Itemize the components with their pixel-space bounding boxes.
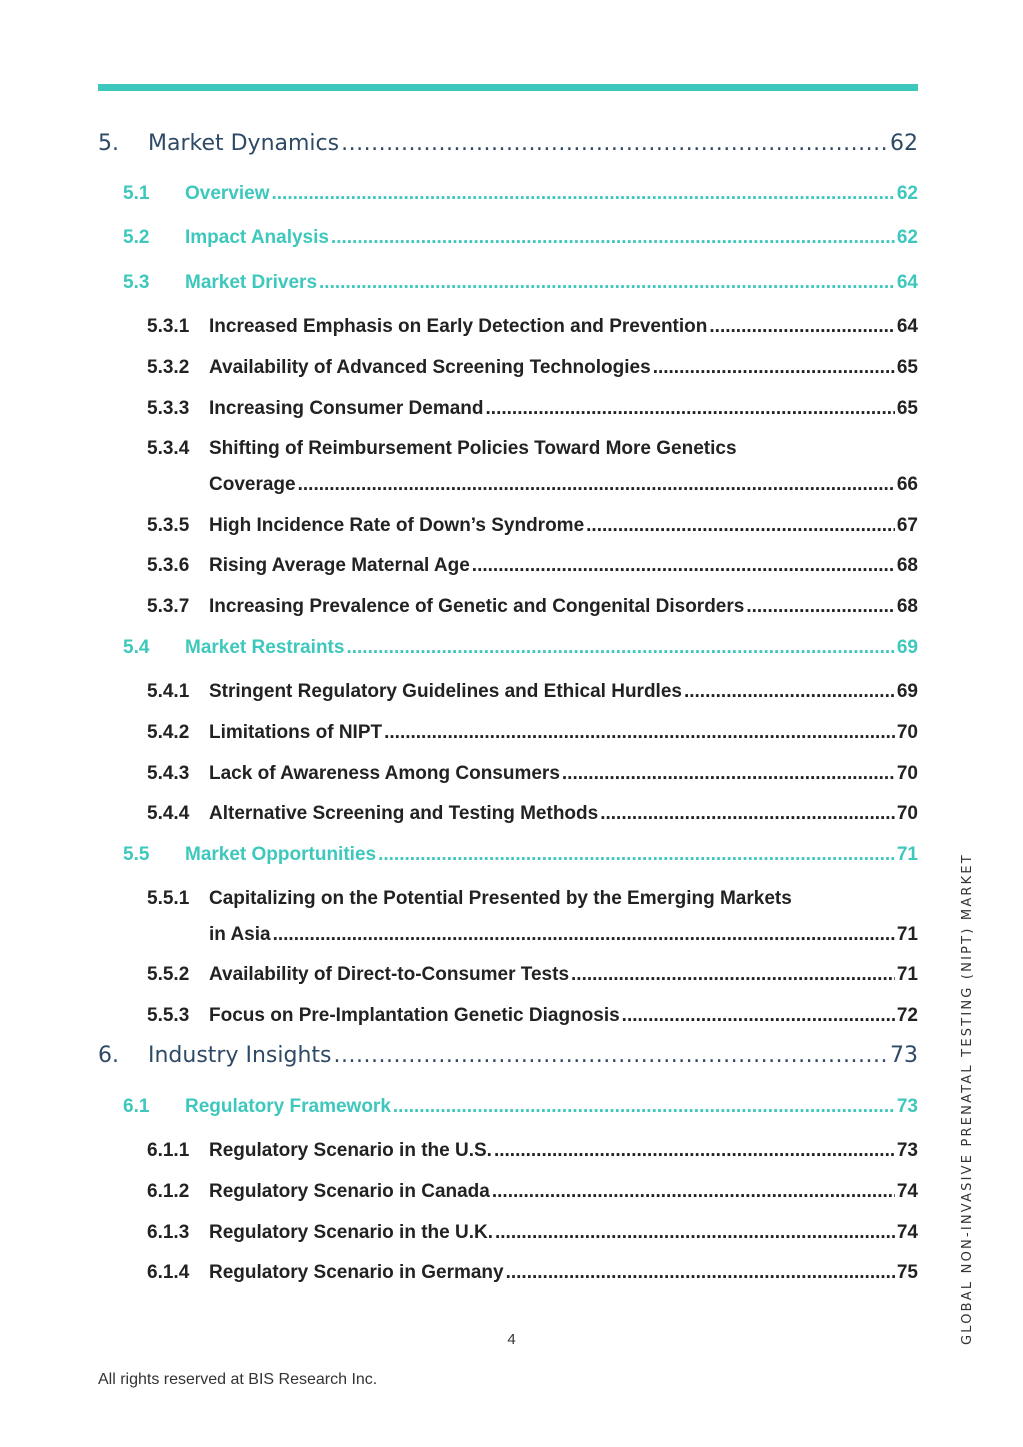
toc-entry-5-4-2[interactable] xyxy=(147,722,918,744)
toc-title: Increased Emphasis on Early Detection and Prevention xyxy=(209,316,708,337)
dot-leader xyxy=(393,1096,895,1118)
toc-title: Increasing Consumer Demand xyxy=(209,398,484,419)
toc-number: 6. xyxy=(98,1043,119,1068)
toc-title: Regulatory Scenario in the U.S. xyxy=(209,1140,492,1161)
toc-title-continued: Coverage xyxy=(209,474,296,495)
toc-page: 62 xyxy=(890,131,918,156)
toc-entry-6-1-3[interactable] xyxy=(147,1222,918,1244)
copyright-footer: All rights reserved at BIS Research Inc. xyxy=(98,1371,378,1388)
toc-number: 6.1.3 xyxy=(147,1222,190,1243)
toc-title: Focus on Pre-Implantation Genetic Diagnosis xyxy=(209,1005,620,1026)
toc-title: Capitalizing on the Potential Presented by the Emerging Markets xyxy=(209,888,792,909)
toc-number: 5.3.4 xyxy=(147,438,190,459)
toc-title: Regulatory Scenario in Germany xyxy=(209,1262,504,1283)
toc-title: Regulatory Scenario in the U.K. xyxy=(209,1222,493,1243)
toc-entry-6-1[interactable] xyxy=(123,1096,918,1118)
toc-entry-5-3-7[interactable] xyxy=(147,596,918,618)
toc-number: 6.1.4 xyxy=(147,1262,190,1283)
dot-leader xyxy=(600,803,895,825)
toc-number: 5.3.7 xyxy=(147,596,190,617)
toc-title: Impact Analysis xyxy=(185,227,329,248)
dot-leader xyxy=(273,924,895,946)
toc-number: 5.3.5 xyxy=(147,515,190,536)
toc-title: Availability of Advanced Screening Technologies xyxy=(209,357,651,378)
dot-leader xyxy=(709,316,894,338)
toc-page: 71 xyxy=(896,924,918,945)
toc-number: 5.3.2 xyxy=(147,357,190,378)
dot-leader xyxy=(341,131,888,156)
toc-entry-5-4-1[interactable] xyxy=(147,681,918,703)
dot-leader xyxy=(494,1140,895,1162)
toc-title: Alternative Screening and Testing Methods xyxy=(209,803,599,824)
toc-entry-5-3-1[interactable] xyxy=(147,316,918,338)
toc-number: 5.4.3 xyxy=(147,763,190,784)
toc-title: Limitations of NIPT xyxy=(209,722,383,743)
toc-number: 5.5.3 xyxy=(147,1005,190,1026)
dot-leader xyxy=(298,474,895,496)
toc-entry-5-3-4[interactable] xyxy=(147,438,737,460)
dot-leader xyxy=(319,272,895,294)
toc-page: 75 xyxy=(896,1262,918,1283)
toc-entry-5-3-2[interactable] xyxy=(147,357,918,379)
toc-entry-5-3-6[interactable] xyxy=(147,555,918,577)
toc-title: High Incidence Rate of Down’s Syndrome xyxy=(209,515,585,536)
toc-page: 74 xyxy=(896,1222,918,1243)
dot-leader xyxy=(653,357,895,379)
dot-leader xyxy=(586,515,895,537)
toc-page: 65 xyxy=(896,398,918,419)
toc-entry-5-4-3[interactable] xyxy=(147,763,918,785)
toc-entry-5-3-4-continued[interactable] xyxy=(209,474,918,496)
toc-page: 72 xyxy=(896,1005,918,1026)
dot-leader xyxy=(495,1222,895,1244)
toc-page: 69 xyxy=(896,681,918,702)
toc-title-continued: in Asia xyxy=(209,924,271,945)
toc-entry-5-5-3[interactable] xyxy=(147,1005,918,1027)
toc-title: Increasing Prevalence of Genetic and Congenital Disorders xyxy=(209,596,745,617)
toc-number: 5.5 xyxy=(123,844,150,865)
toc-number: 5.2 xyxy=(123,227,150,248)
toc-title: Stringent Regulatory Guidelines and Ethical Hurdles xyxy=(209,681,682,702)
toc-page: 73 xyxy=(896,1140,918,1161)
toc-page: 67 xyxy=(896,515,918,536)
dot-leader xyxy=(346,637,894,659)
toc-title: Regulatory Scenario in Canada xyxy=(209,1181,490,1202)
toc-page: 64 xyxy=(896,272,918,293)
toc-entry-5-5-1-continued[interactable] xyxy=(209,924,918,946)
toc-number: 5.5.1 xyxy=(147,888,190,909)
toc-number: 5.3.3 xyxy=(147,398,190,419)
dot-leader xyxy=(622,1005,895,1027)
toc-entry-6-1-1[interactable] xyxy=(147,1140,918,1162)
toc-title: Market Opportunities xyxy=(185,844,377,865)
dot-leader xyxy=(562,763,895,785)
toc-page: 69 xyxy=(896,637,918,658)
toc-page: 70 xyxy=(896,763,918,784)
toc-number: 5.3 xyxy=(123,272,150,293)
toc-title: Industry Insights xyxy=(148,1043,332,1068)
toc-number: 5.3.1 xyxy=(147,316,190,337)
toc-entry-5-3[interactable] xyxy=(123,272,918,294)
toc-page: 66 xyxy=(896,474,918,495)
toc-page: 70 xyxy=(896,722,918,743)
toc-page: 73 xyxy=(890,1043,918,1068)
toc-title: Market Drivers xyxy=(185,272,318,293)
toc-page: 62 xyxy=(896,227,918,248)
toc-number: 5.4.1 xyxy=(147,681,190,702)
toc-entry-5[interactable] xyxy=(98,131,918,156)
toc-entry-5-5-1[interactable] xyxy=(147,888,792,910)
dot-leader xyxy=(331,227,895,249)
dot-leader xyxy=(384,722,895,744)
toc-number: 5.1 xyxy=(123,183,150,204)
toc-entry-6-1-2[interactable] xyxy=(147,1181,918,1203)
dot-leader xyxy=(472,555,895,577)
toc-title: Regulatory Framework xyxy=(185,1096,391,1117)
toc-number: 5.4.4 xyxy=(147,803,190,824)
toc-page: 68 xyxy=(896,555,918,576)
toc-entry-5-4[interactable] xyxy=(123,637,918,659)
dot-leader xyxy=(571,964,895,986)
dot-leader xyxy=(506,1262,895,1284)
toc-page: 70 xyxy=(896,803,918,824)
dot-leader xyxy=(378,844,895,866)
toc-number: 5.5.2 xyxy=(147,964,190,985)
toc-title: Rising Average Maternal Age xyxy=(209,555,470,576)
header-accent-rule xyxy=(98,84,918,91)
toc-entry-5-2[interactable] xyxy=(123,227,918,249)
toc-number: 5.3.6 xyxy=(147,555,190,576)
toc-page: 71 xyxy=(896,844,918,865)
toc-title: Shifting of Reimbursement Policies Toward More Genetics xyxy=(209,438,737,459)
dot-leader xyxy=(746,596,895,618)
toc-page: 68 xyxy=(896,596,918,617)
toc-entry-5-5[interactable] xyxy=(123,844,918,866)
toc-title: Lack of Awareness Among Consumers xyxy=(209,763,560,784)
dot-leader xyxy=(684,681,895,703)
toc-page: 64 xyxy=(896,316,918,337)
dot-leader xyxy=(334,1043,889,1068)
toc-entry-5-1[interactable] xyxy=(123,183,918,205)
toc-number: 5. xyxy=(98,131,119,156)
toc-page: 73 xyxy=(896,1096,918,1117)
toc-page: 62 xyxy=(896,183,918,204)
page-number: 4 xyxy=(507,1331,516,1348)
toc-entry-5-5-2[interactable] xyxy=(147,964,918,986)
dot-leader xyxy=(492,1181,895,1203)
toc-number: 5.4 xyxy=(123,637,150,658)
toc-entry-5-3-3[interactable] xyxy=(147,398,918,420)
toc-title: Availability of Direct-to-Consumer Tests xyxy=(209,964,570,985)
dot-leader xyxy=(272,183,895,205)
toc-entry-5-4-4[interactable] xyxy=(147,803,918,825)
toc-title: Market Dynamics xyxy=(148,131,340,156)
toc-entry-6-1-4[interactable] xyxy=(147,1262,918,1284)
toc-page: 74 xyxy=(896,1181,918,1202)
toc-page: 71 xyxy=(896,964,918,985)
vertical-report-title: GLOBAL NON-INVASIVE PRENATAL TESTING (NIPT) MARKET xyxy=(960,853,975,1345)
dot-leader xyxy=(486,398,895,420)
toc-entry-5-3-5[interactable] xyxy=(147,515,918,537)
toc-page: 65 xyxy=(896,357,918,378)
toc-title: Overview xyxy=(185,183,270,204)
toc-number: 6.1 xyxy=(123,1096,150,1117)
toc-entry-6[interactable] xyxy=(98,1043,918,1068)
toc-title: Market Restraints xyxy=(185,637,345,658)
toc-number: 5.4.2 xyxy=(147,722,190,743)
toc-number: 6.1.1 xyxy=(147,1140,190,1161)
toc-number: 6.1.2 xyxy=(147,1181,190,1202)
